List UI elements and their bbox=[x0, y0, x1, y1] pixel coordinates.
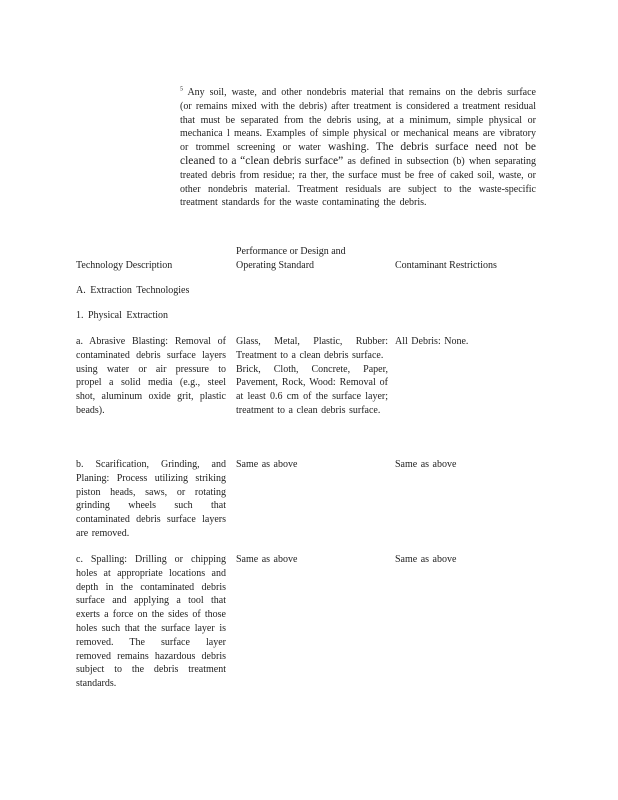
row-c-technology: c. Spalling: Drilling or chipping holes at appropriate locations and depth in the contaminated debris surface and applying a tool that exerts a force on the sides of those holes such that the surface layer is removed. The surface layer removed remains hazardous debris subject to the debris treatment standards. bbox=[76, 554, 226, 690]
footnote-text-c: as defined in subsection (b) when separating treated debris from residue; ra ther, the surface must be free of caked soil, waste, or other nondebris material. Treatment residuals are subject to the waste-specific treatment standards for the waste contaminating the debris. bbox=[180, 155, 536, 209]
row-b-technology: b. Scarification, Grinding, and Planing: Process utilizing striking piston heads, saws, or rotating grinding wheels such that contaminated debris surface layers are removed. bbox=[76, 459, 226, 539]
row-b-performance: Same as above bbox=[236, 459, 298, 470]
row-a-performance-1: Glass, Metal, Plastic, Rubber: Treatment to a clean debris surface. bbox=[236, 336, 388, 361]
footnote-marker: 5 bbox=[180, 86, 183, 93]
footnote-text-a: Any soil, waste, and other nondebris material that remains on the debris surface (or remains mixed with the debris) after treatment is considered a treatment residual that must be separated from the debris using, at a minimum, simple physical or mechanica l means. Examples of simple physical or mechanical means are vibratory or trommel screening or water bbox=[180, 87, 537, 154]
row-b-contaminant: Same as above bbox=[395, 459, 457, 470]
row-c-contaminant: Same as above bbox=[395, 554, 457, 565]
header-performance-line2: Operating Standard bbox=[236, 259, 315, 271]
footnote-text-b: washing. The debris surface need not be cleaned to a “clean debris surface” bbox=[180, 141, 536, 167]
header-contaminant: Contaminant Restrictions bbox=[395, 260, 497, 271]
row-a-performance bbox=[236, 335, 388, 418]
header-performance-line1: Performance or Design and bbox=[236, 246, 346, 257]
row-a-contaminant: All Debris: None. bbox=[395, 336, 469, 347]
section-a-heading: A. Extraction Technologies bbox=[76, 285, 190, 296]
row-c-performance: Same as above bbox=[236, 554, 298, 565]
header-performance bbox=[236, 245, 346, 273]
header-technology: Technology Description bbox=[76, 260, 173, 271]
row-a-performance-2: Brick, Cloth, Concrete, Paper, Pavement, Rock, Wood: Removal of at least 0.6 cm of the surface layer; treatment to a clean debris surface. bbox=[236, 363, 388, 416]
footnote bbox=[180, 86, 536, 210]
row-a-technology: a. Abrasive Blasting: Removal of contaminated debris surface layers using water or air pressure to propel a solid media (e.g., steel shot, aluminum oxide grit, plastic beads). bbox=[76, 336, 226, 416]
section-1-heading: 1. Physical Extraction bbox=[76, 310, 169, 321]
